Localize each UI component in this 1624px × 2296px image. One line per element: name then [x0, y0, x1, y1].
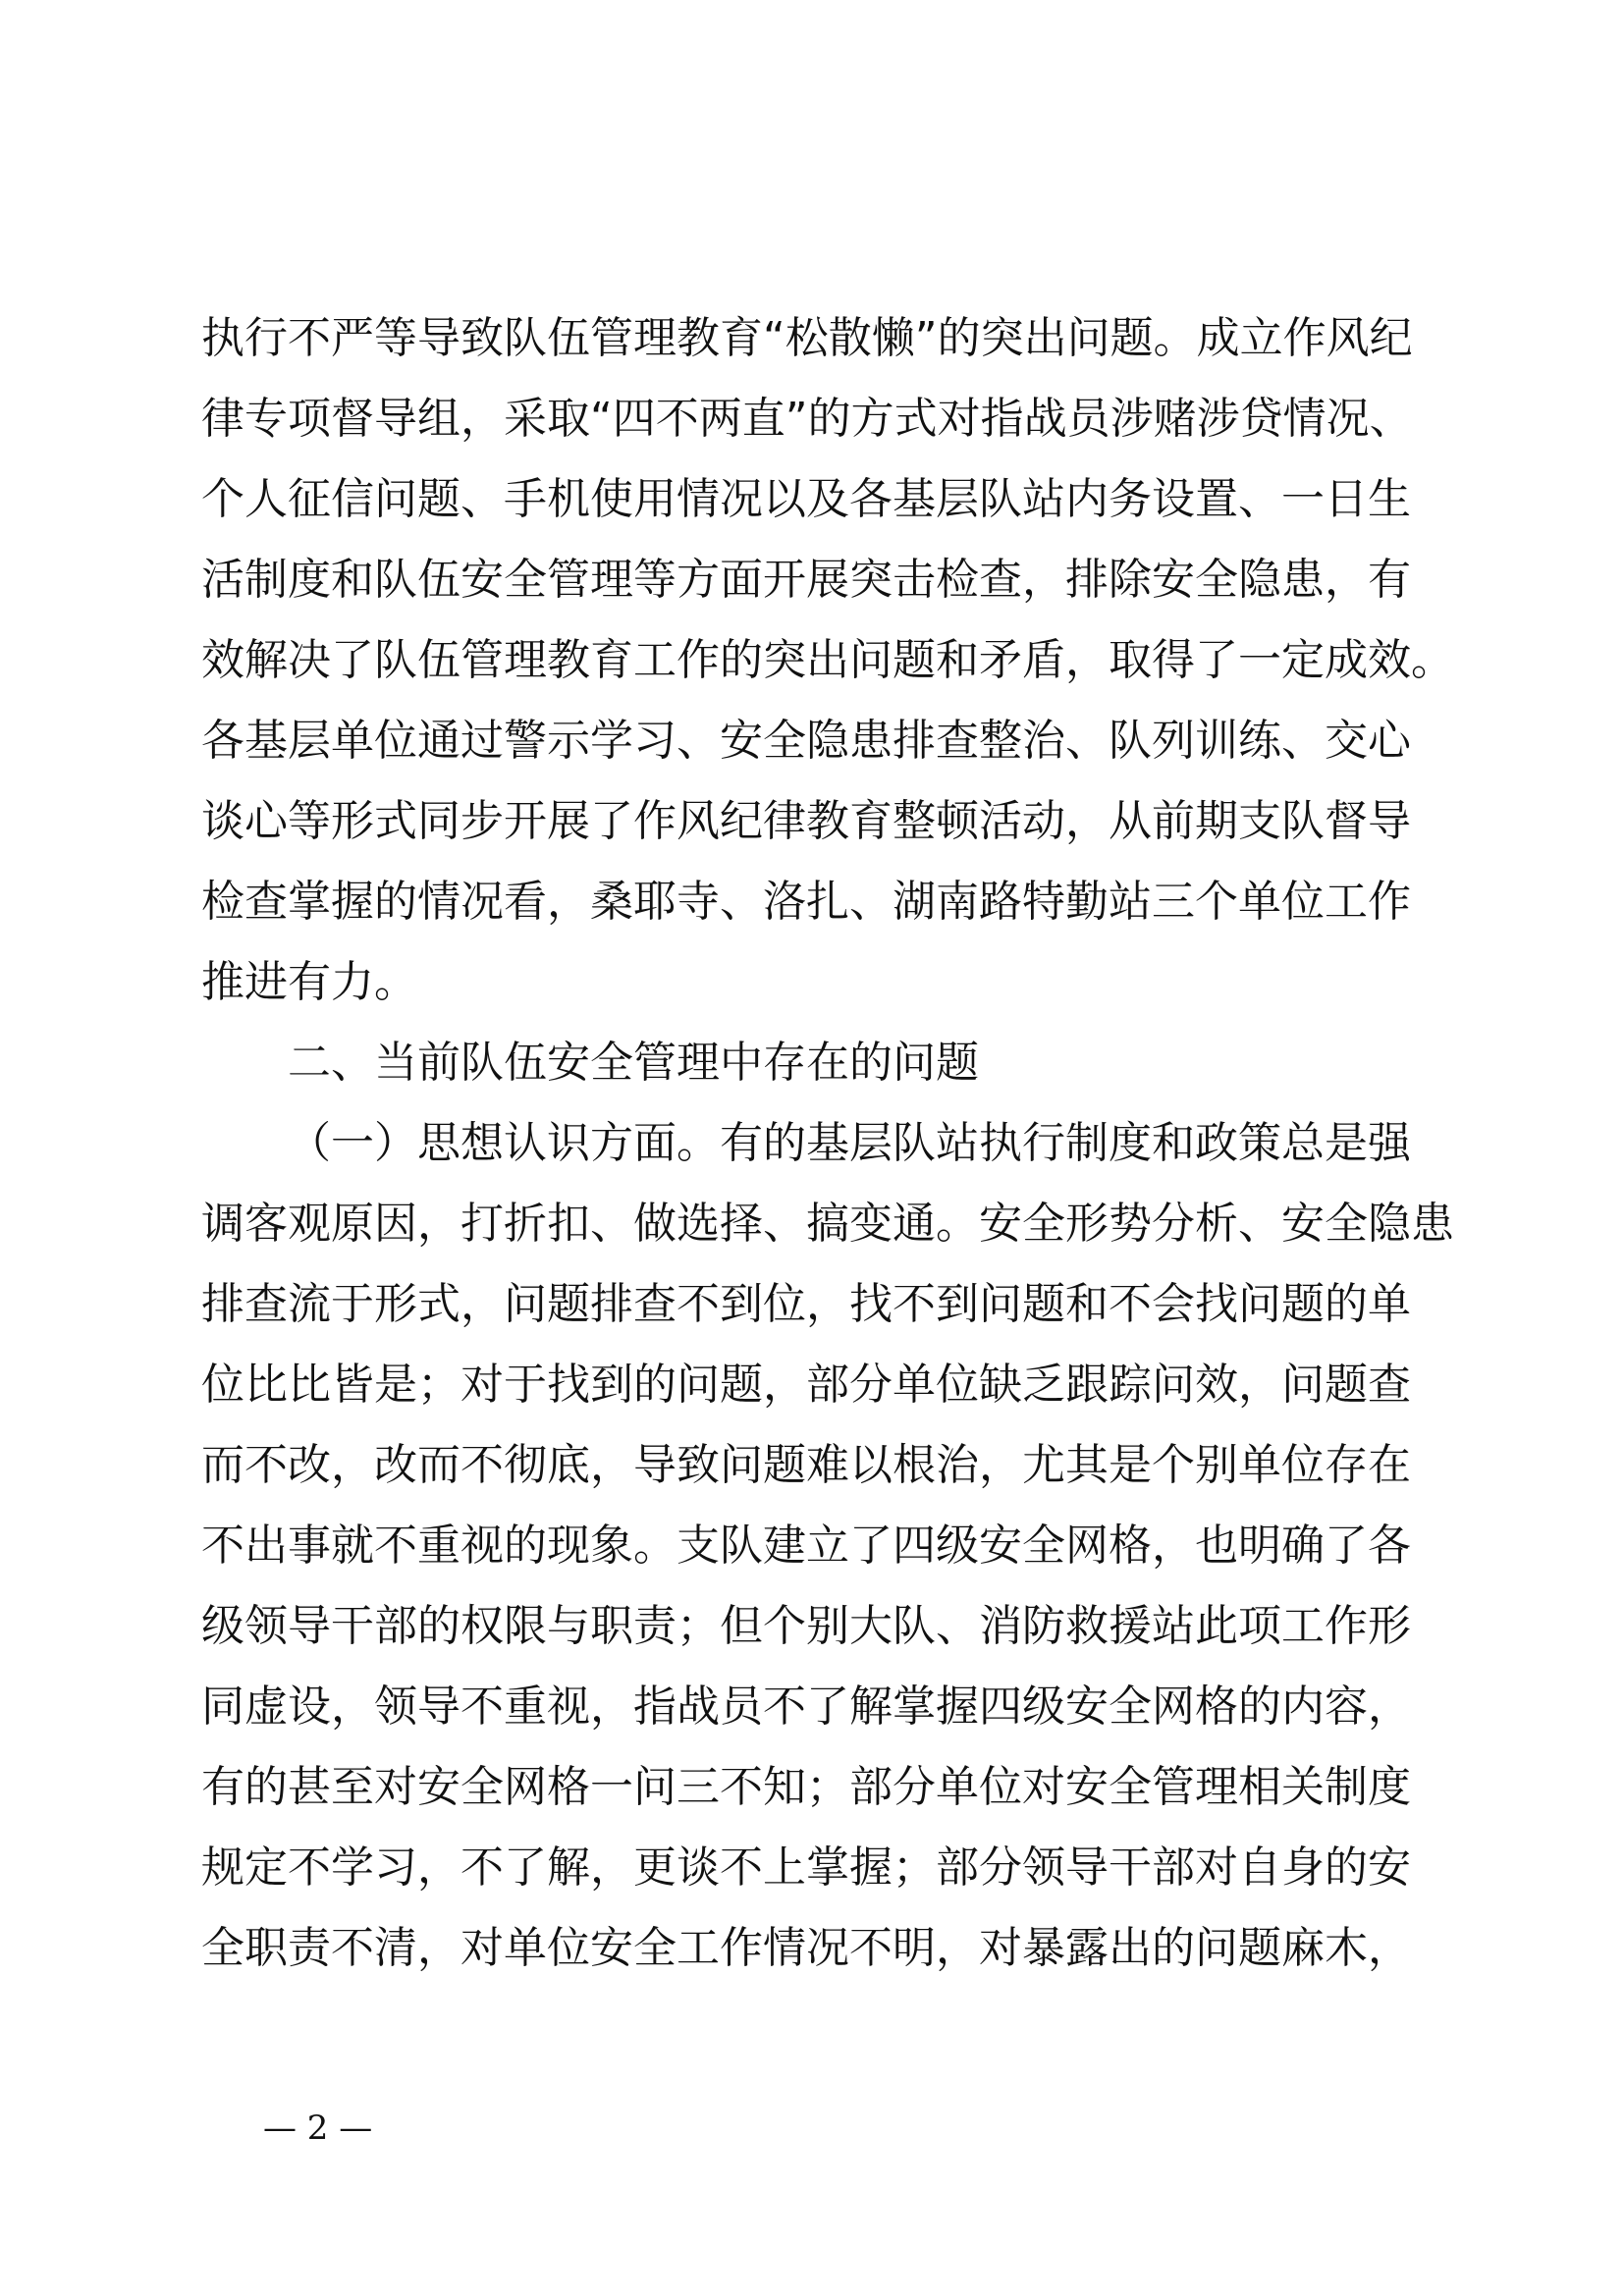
paragraph-line: 效解决了队伍管理教育工作的突出问题和矛盾，取得了一定成效。 — [201, 635, 1454, 685]
paragraph-line: 谈心等形式同步开展了作风纪律教育整顿活动，从前期支队督导 — [201, 796, 1411, 846]
paragraph-line: 个人征信问题、手机使用情况以及各基层队站内务设置、一日生 — [201, 474, 1411, 524]
paragraph-line: 不出事就不重视的现象。支队建立了四级安全网格，也明确了各 — [201, 1521, 1411, 1571]
paragraph-line: 级领导干部的权限与职责；但个别大队、消防救援站此项工作形 — [201, 1601, 1411, 1651]
paragraph-line: 调客观原因，打折扣、做选择、搞变通。安全形势分析、安全隐患 — [201, 1199, 1454, 1249]
paragraph-line: 各基层单位通过警示学习、安全隐患排查整治、队列训练、交心 — [201, 716, 1411, 766]
paragraph-line: 位比比皆是；对于找到的问题，部分单位缺乏跟踪问效，问题查 — [201, 1360, 1411, 1410]
paragraph-line: 有的甚至对安全网格一问三不知；部分单位对安全管理相关制度 — [201, 1762, 1411, 1812]
paragraph-line: 而不改，改而不彻底，导致问题难以根治，尤其是个别单位存在 — [201, 1440, 1411, 1490]
paragraph-line: 执行不严等导致队伍管理教育“松散懒”的突出问题。成立作风纪 — [201, 313, 1413, 363]
paragraph-line: 排查流于形式，问题排查不到位，找不到问题和不会找问题的单 — [201, 1279, 1411, 1329]
paragraph-line: 规定不学习，不了解，更谈不上掌握；部分领导干部对自身的安 — [201, 1842, 1411, 1893]
paragraph-line: 同虚设，领导不重视，指战员不了解掌握四级安全网格的内容， — [201, 1682, 1411, 1732]
paragraph-line: 推进有力。 — [201, 957, 417, 1007]
paragraph-line: 检查掌握的情况看，桑耶寺、洛扎、湖南路特勤站三个单位工作 — [201, 877, 1411, 927]
paragraph-line: 活制度和队伍安全管理等方面开展突击检查，排除安全隐患，有 — [201, 555, 1411, 605]
paragraph-line: 全职责不清，对单位安全工作情况不明，对暴露出的问题麻木， — [201, 1923, 1411, 1973]
subsection-first-line: （一）思想认识方面。有的基层队站执行制度和政策总是强 — [288, 1118, 1411, 1168]
section-heading: 二、当前队伍安全管理中存在的问题 — [288, 1038, 979, 1088]
paragraph-line: 律专项督导组，采取“四不两直”的方式对指战员涉赌涉贷情况、 — [201, 394, 1413, 444]
page-number: — 2 — — [263, 2109, 373, 2148]
